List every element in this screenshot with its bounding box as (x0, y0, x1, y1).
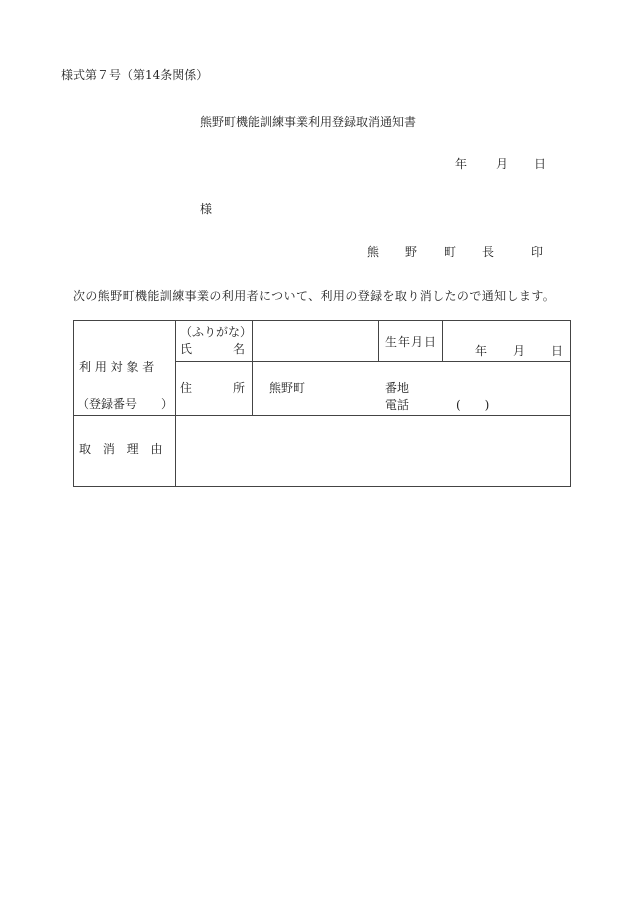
address-town: 熊野町 (269, 381, 306, 395)
subject-label: 利 用 対 象 者 (79, 360, 155, 374)
form-number: 様式第７号（第14条関係） (61, 68, 209, 82)
date-month: 月 (496, 157, 509, 171)
birth-day: 日 (551, 344, 564, 358)
document-title: 熊野町機能訓練事業利用登録取消通知書 (200, 115, 417, 129)
address-label: 所 (233, 381, 246, 395)
issuer-char: 町 (444, 245, 457, 259)
seal-mark: 印 (531, 245, 544, 259)
reason-label: 取 消 理 由 (79, 442, 167, 456)
issuer-char: 野 (405, 245, 418, 259)
furigana-label: （ふりがな） (180, 325, 253, 339)
registration-number-label: （登録番号 ） (77, 397, 174, 411)
name-label: 名 (233, 342, 246, 356)
body-text: 次の熊野町機能訓練事業の利用者について、利用の登録を取り消したので通知します。 (73, 289, 556, 303)
address-label: 住 (180, 381, 193, 395)
date-year: 年 (455, 157, 468, 171)
birth-year: 年 (475, 344, 488, 358)
addressee-suffix: 様 (200, 202, 213, 216)
phone-parens: ( ) (456, 398, 490, 412)
issuer-char: 熊 (367, 245, 380, 259)
name-label: 氏 (180, 342, 193, 356)
birthdate-label: 生年月日 (385, 335, 438, 349)
phone-label: 電話 (385, 398, 410, 412)
issuer-char: 長 (482, 245, 495, 259)
birth-month: 月 (513, 344, 526, 358)
date-day: 日 (534, 157, 547, 171)
address-banchi: 番地 (385, 381, 410, 395)
